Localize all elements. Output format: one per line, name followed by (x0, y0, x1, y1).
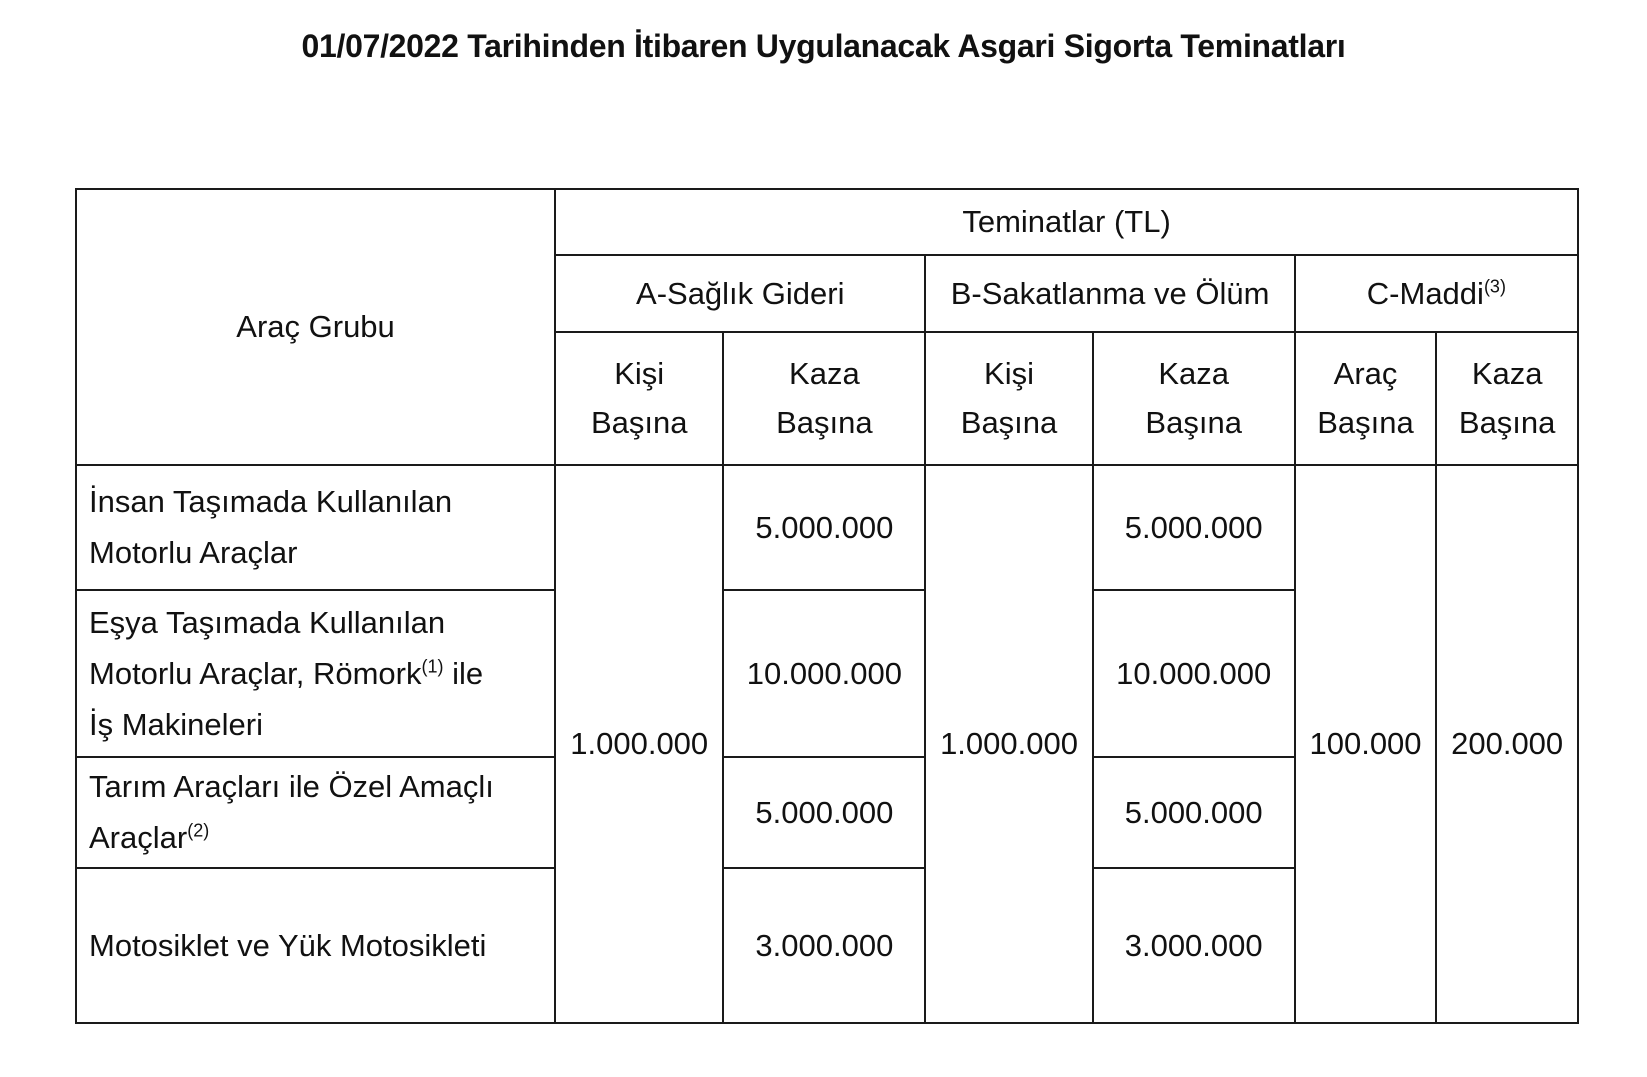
b-kaza-basina-value: 10.000.000 (1093, 590, 1295, 757)
section-a-header: A-Sağlık Gideri (555, 255, 925, 332)
section-b-header: B-Sakatlanma ve Ölüm (925, 255, 1294, 332)
section-c-header (1295, 255, 1578, 332)
a-kaza-basina-value: 3.000.000 (723, 868, 925, 1023)
header-row-top (76, 189, 1578, 255)
c-kaza-basina-header (1436, 332, 1578, 465)
subheader-word: Kişi (614, 355, 665, 391)
b-kisi-basina-value: 1.000.000 (925, 465, 1092, 1023)
b-kaza-basina-value: 5.000.000 (1093, 757, 1295, 868)
a-kaza-basina-value: 5.000.000 (723, 757, 925, 868)
group-text (89, 812, 554, 863)
group-text-part: Motorlu Araçlar, Römork (89, 655, 422, 691)
a-kaza-basina-header (723, 332, 925, 465)
a-kaza-basina-value: 10.000.000 (723, 590, 925, 757)
group-text: İnsan Taşımada Kullanılan (89, 484, 453, 520)
a-kaza-basina-value: 5.000.000 (723, 465, 925, 590)
group-footnote: (2) (187, 821, 210, 842)
subheader-word: Başına (1317, 405, 1414, 441)
table-row (76, 465, 1578, 590)
b-kaza-basina-value: 3.000.000 (1093, 868, 1295, 1023)
section-c-label: C-Maddi (1366, 275, 1484, 311)
document-title: 01/07/2022 Tarihinden İtibaren Uygulanacak Asgari Sigorta Teminatları (301, 28, 1346, 64)
coverage-header: Teminatlar (TL) (555, 189, 1578, 255)
subheader-word: Kişi (984, 355, 1034, 391)
coverage-table (75, 188, 1579, 1024)
b-kaza-basina-value: 5.000.000 (1093, 465, 1295, 590)
vehicle-group-header: Araç Grubu (76, 189, 555, 465)
group-text: Tarım Araçları ile Özel Amaçlı (89, 769, 494, 805)
b-kisi-basina-header (925, 332, 1092, 465)
subheader-word: Kaza (789, 355, 860, 391)
group-footnote: (1) (421, 656, 444, 677)
c-arac-basina-header (1295, 332, 1437, 465)
a-kisi-basina-value: 1.000.000 (555, 465, 723, 1023)
vehicle-group-cell (76, 757, 555, 868)
subheader-word: Başına (960, 405, 1058, 441)
section-c-footnote: (3) (1483, 276, 1506, 297)
vehicle-group-cell (76, 465, 555, 590)
vehicle-group-cell (76, 590, 555, 757)
subheader-word: Başına (590, 405, 688, 441)
subheader-word: Araç (1333, 355, 1398, 391)
group-text: Motorlu Araçlar (89, 535, 298, 571)
group-text: İş Makineleri (89, 707, 263, 743)
vehicle-group-cell: Motosiklet ve Yük Motosikleti (76, 868, 555, 1023)
group-text-part: ile (443, 655, 484, 691)
b-kaza-basina-header (1093, 332, 1295, 465)
subheader-word: Başına (1458, 405, 1556, 441)
group-text (89, 648, 554, 699)
subheader-word: Başına (776, 405, 873, 441)
c-kaza-basina-value: 200.000 (1436, 465, 1578, 1023)
group-text: Eşya Taşımada Kullanılan (89, 604, 446, 640)
subheader-word: Başına (1145, 405, 1242, 441)
subheader-word: Kaza (1471, 355, 1543, 391)
subheader-word: Kaza (1158, 355, 1230, 391)
a-kisi-basina-header (555, 332, 723, 465)
c-arac-basina-value: 100.000 (1295, 465, 1437, 1023)
group-text-part: Araçlar (89, 820, 188, 856)
